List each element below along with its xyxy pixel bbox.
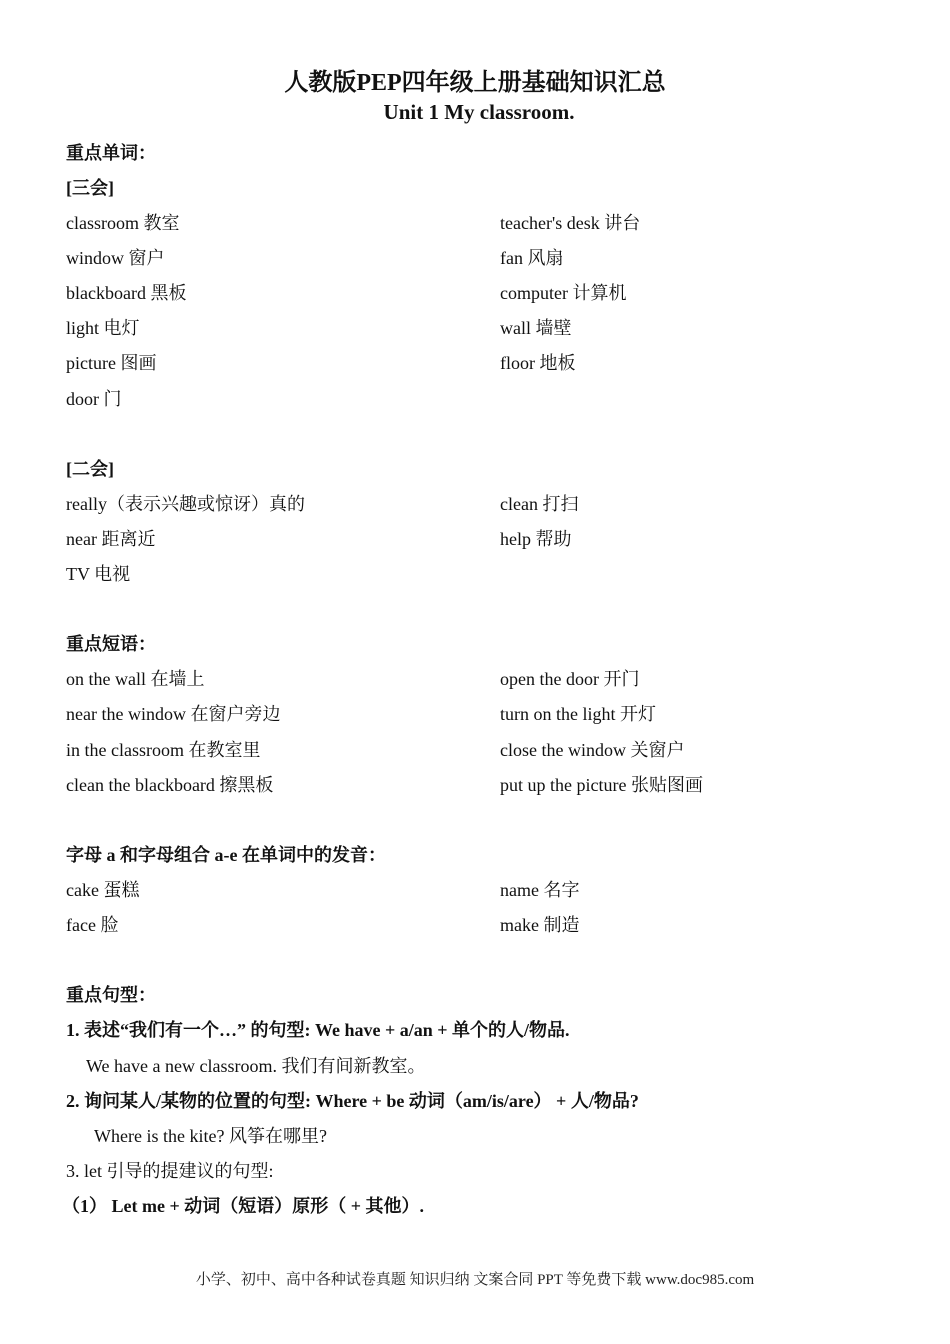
word-item: really（表示兴趣或惊讶）真的 xyxy=(66,494,305,514)
phrase-item: put up the picture 张贴图画 xyxy=(500,775,703,795)
word-item: teacher's desk 讲台 xyxy=(500,213,641,233)
phrase-item: clean the blackboard 擦黑板 xyxy=(66,775,274,795)
word-item: fan 风扇 xyxy=(500,248,564,268)
phonics-heading: 字母 a 和字母组合 a-e 在单词中的发音： xyxy=(66,845,386,865)
word-item: clean 打扫 xyxy=(500,494,579,514)
phonics-item: name 名字 xyxy=(500,880,580,900)
word-item: door 门 xyxy=(66,389,122,409)
page-footer: 小学、初中、高中各种试卷真题 知识归纳 文案合同 PPT 等免费下载 www.doc985.com xyxy=(195,1272,755,1288)
level-two-heading: [二会] xyxy=(66,459,114,479)
phrase-item: open the door 开门 xyxy=(500,669,640,689)
word-item: floor 地板 xyxy=(500,353,576,373)
phrase-item: on the wall 在墙上 xyxy=(66,669,205,689)
sentence-example-1: We have a new classroom. 我们有间新教室。 xyxy=(86,1056,426,1076)
phonics-item: make 制造 xyxy=(500,915,580,935)
word-item: classroom 教室 xyxy=(66,213,180,233)
word-item: light 电灯 xyxy=(66,318,140,338)
word-item: blackboard 黑板 xyxy=(66,283,187,303)
key-sentences-heading: 重点句型： xyxy=(66,985,156,1005)
word-item: wall 墙壁 xyxy=(500,318,572,338)
sentence-example-2: Where is the kite? 风筝在哪里? xyxy=(94,1126,327,1146)
word-item: window 窗户 xyxy=(66,248,165,268)
document-title: 人教版PEP四年级上册基础知识汇总 xyxy=(284,70,666,96)
phrase-item: close the window 关窗户 xyxy=(500,740,685,760)
sentence-pattern-2: 2. 询问某人/某物的位置的句型: Where + be 动词（am/is/are） + 人/物品? xyxy=(66,1091,639,1111)
word-item: help 帮助 xyxy=(500,529,572,549)
phrase-item: turn on the light 开灯 xyxy=(500,704,656,724)
word-item: computer 计算机 xyxy=(500,283,627,303)
sentence-pattern-3: 3. let 引导的提建议的句型: xyxy=(66,1161,274,1181)
key-words-heading: 重点单词： xyxy=(66,143,156,163)
sentence-pattern-3-1: （1） Let me + 动词（短语）原形（ + 其他）. xyxy=(62,1196,424,1216)
phrase-item: near the window 在窗户旁边 xyxy=(66,704,281,724)
unit-title: Unit 1 My classroom. xyxy=(383,100,575,124)
level-three-heading: [三会] xyxy=(66,178,114,198)
word-item: TV 电视 xyxy=(66,564,131,584)
sentence-pattern-1: 1. 表述“我们有一个…” 的句型: We have + a/an + 单个的人/物品. xyxy=(66,1020,570,1040)
phrase-item: in the classroom 在教室里 xyxy=(66,740,261,760)
word-item: near 距离近 xyxy=(66,529,156,549)
phonics-item: face 脸 xyxy=(66,915,119,935)
key-phrases-heading: 重点短语： xyxy=(66,634,156,654)
word-item: picture 图画 xyxy=(66,353,157,373)
phonics-item: cake 蛋糕 xyxy=(66,880,140,900)
